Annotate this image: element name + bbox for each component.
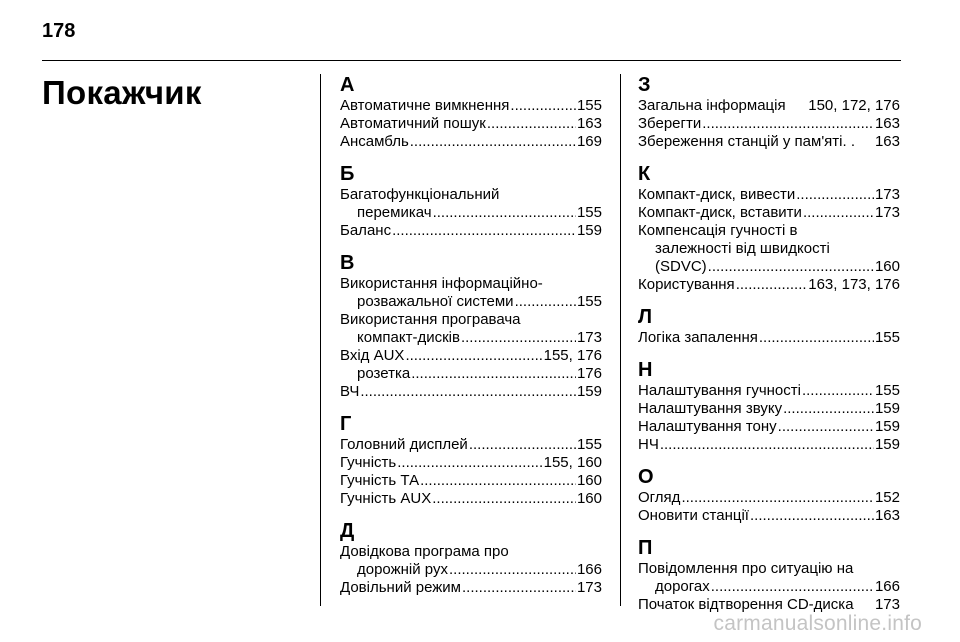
column-divider-right [620, 74, 621, 606]
section-letter: К [638, 163, 651, 185]
index-entry [638, 133, 900, 151]
leader-dots [802, 382, 874, 400]
leader-dots [410, 133, 576, 151]
index-section [638, 537, 900, 614]
entry-term: Компакт-диск, вивести [638, 186, 796, 203]
entry-term: перемикач [357, 204, 432, 221]
page-reference: 159 [874, 400, 900, 417]
entry-term: Компакт-диск, вставити [638, 204, 802, 221]
leader-dots [783, 400, 874, 418]
page-reference: 173 [874, 596, 900, 613]
index-entry [638, 489, 900, 507]
page-reference: 159 [576, 383, 602, 400]
page-reference: 152 [874, 489, 900, 506]
index-section [638, 306, 900, 347]
page-reference: 173 [576, 579, 602, 596]
header-rule [42, 60, 901, 61]
entry-term: Гучність [340, 454, 397, 471]
index-section [638, 359, 900, 454]
page-reference: 160 [874, 258, 900, 275]
entry-term: компакт-дисків [357, 329, 460, 346]
leader-dots [660, 436, 874, 454]
index-entry [340, 222, 602, 240]
page-reference: 166 [874, 578, 900, 595]
section-letter: А [340, 74, 355, 96]
page-reference: 155, 176 [543, 347, 602, 364]
page-reference: 173 [576, 329, 602, 346]
index-column-1 [340, 74, 602, 609]
index-section [638, 163, 900, 294]
page-reference: 163 [874, 507, 900, 524]
entry-term: дорогах [655, 578, 710, 595]
index-entry [340, 543, 602, 579]
index-entry [638, 560, 900, 596]
entry-term: Зберегти [638, 115, 702, 132]
index-section [340, 252, 602, 401]
index-section [340, 413, 602, 508]
leader-dots [750, 507, 874, 525]
leader-dots [420, 472, 576, 490]
entry-term: ВЧ [340, 383, 360, 400]
page-reference: 159 [576, 222, 602, 239]
index-entry [638, 329, 900, 347]
page-reference: 155 [576, 436, 602, 453]
index-entry [340, 579, 602, 597]
entry-term: Використання програвача [340, 311, 521, 328]
leader-dots [487, 115, 576, 133]
leader-dots [360, 383, 576, 401]
entry-term: Налаштування звуку [638, 400, 783, 417]
page-reference: 169 [576, 133, 602, 150]
leader-dots [392, 222, 576, 240]
page-reference: 173 [874, 204, 900, 221]
page-reference: 155 [576, 293, 602, 310]
index-section [340, 163, 602, 240]
entry-term: Налаштування тону [638, 418, 777, 435]
page-reference: 150, 172, 176 [808, 97, 900, 114]
index-entry [340, 311, 602, 347]
column-divider-left [320, 74, 321, 606]
page-reference: 163, 173, 176 [808, 276, 900, 293]
page-reference: 163 [874, 115, 900, 132]
index-entry [638, 222, 900, 276]
index-entry [340, 472, 602, 490]
index-entry [638, 436, 900, 454]
entry-term: залежності від швидкості [655, 240, 830, 257]
page-reference: 155 [576, 97, 602, 114]
entry-term: Збереження станцій у пам'яті. . [638, 133, 856, 150]
entry-term: розетка [357, 365, 411, 382]
index-entry [638, 97, 900, 115]
index-entry [340, 383, 602, 401]
index-entry [638, 507, 900, 525]
page-reference: 159 [874, 436, 900, 453]
page-reference: 155 [576, 204, 602, 221]
entry-term: Налаштування гучності [638, 382, 801, 399]
leader-dots [411, 365, 576, 383]
entry-term: Автоматичне вимкнення [340, 97, 510, 114]
leader-dots [708, 258, 874, 276]
page-reference: 173 [874, 186, 900, 203]
leader-dots [736, 276, 808, 294]
entry-term: Користування [638, 276, 735, 293]
leader-dots [449, 561, 576, 579]
leader-dots [515, 293, 576, 311]
section-letter: П [638, 537, 653, 559]
page-reference: 155 [874, 382, 900, 399]
leader-dots [681, 489, 874, 507]
entry-term: НЧ [638, 436, 659, 453]
entry-term: Довільний режим [340, 579, 461, 596]
leader-dots [433, 204, 576, 222]
page-number: 178 [42, 20, 76, 42]
section-letter: Л [638, 306, 653, 328]
entry-term: Повідомлення про ситуацію на [638, 560, 854, 577]
entry-term: Використання інформаційно- [340, 275, 543, 292]
index-entry [340, 275, 602, 311]
section-letter: Н [638, 359, 653, 381]
section-letter: З [638, 74, 651, 96]
leader-dots [759, 329, 874, 347]
page-reference: 155, 160 [543, 454, 602, 471]
leader-dots [405, 347, 542, 365]
leader-dots [469, 436, 576, 454]
index-section [340, 520, 602, 597]
entry-term: Ансамбль [340, 133, 409, 150]
index-entry [638, 204, 900, 222]
index-entry [340, 133, 602, 151]
entry-term: (SDVC) [655, 258, 707, 275]
page-reference: 163 [874, 133, 900, 150]
entry-term: Гучність ТА [340, 472, 420, 489]
index-entry [638, 115, 900, 133]
index-entry [340, 436, 602, 454]
section-letter: В [340, 252, 355, 274]
index-title: Покажчик [42, 74, 202, 111]
page-reference: 160 [576, 472, 602, 489]
entry-term: Вхід AUX [340, 347, 405, 364]
entry-term: Баланс [340, 222, 392, 239]
entry-term: Логіка запалення [638, 329, 758, 346]
leader-dots [510, 97, 576, 115]
index-entry [340, 365, 602, 383]
page-reference: 160 [576, 490, 602, 507]
index-entry [638, 186, 900, 204]
entry-term: Загальна інформація [638, 97, 786, 114]
watermark: carmanualsonline.info [713, 612, 922, 635]
index-entry [638, 276, 900, 294]
leader-dots [397, 454, 542, 472]
index-section [638, 74, 900, 151]
index-entry [638, 400, 900, 418]
index-entry [340, 454, 602, 472]
index-entry [340, 186, 602, 222]
index-entry [638, 382, 900, 400]
index-entry [340, 97, 602, 115]
section-letter: О [638, 466, 654, 488]
entry-term: розважальної системи [357, 293, 514, 310]
index-entry [340, 115, 602, 133]
leader-dots [462, 579, 576, 597]
leader-dots [432, 490, 576, 508]
index-column-2 [638, 74, 900, 626]
section-letter: Г [340, 413, 352, 435]
entry-term: Початок відтворення CD-диска [638, 596, 854, 613]
page-reference: 163 [576, 115, 602, 132]
entry-term: Багатофункціональний [340, 186, 500, 203]
page-reference: 176 [576, 365, 602, 382]
entry-term: Гучність AUX [340, 490, 432, 507]
entry-term: дорожній рух [357, 561, 448, 578]
leader-dots [702, 115, 874, 133]
entry-term: Оновити станції [638, 507, 749, 524]
section-letter: Б [340, 163, 355, 185]
entry-term: Головний дисплей [340, 436, 468, 453]
index-entry [340, 347, 602, 365]
entry-term: Компенсація гучності в [638, 222, 798, 239]
page-reference: 155 [874, 329, 900, 346]
index-section [638, 466, 900, 525]
index-entry [638, 418, 900, 436]
leader-dots [461, 329, 576, 347]
leader-dots [803, 204, 874, 222]
section-letter: Д [340, 520, 355, 542]
index-section [340, 74, 602, 151]
leader-dots [796, 186, 874, 204]
entry-term: Автоматичний пошук [340, 115, 486, 132]
page-reference: 166 [576, 561, 602, 578]
entry-term: Огляд [638, 489, 681, 506]
page-reference: 159 [874, 418, 900, 435]
index-entry [340, 490, 602, 508]
entry-term: Довідкова програма про [340, 543, 509, 560]
leader-dots [711, 578, 874, 596]
leader-dots [778, 418, 874, 436]
